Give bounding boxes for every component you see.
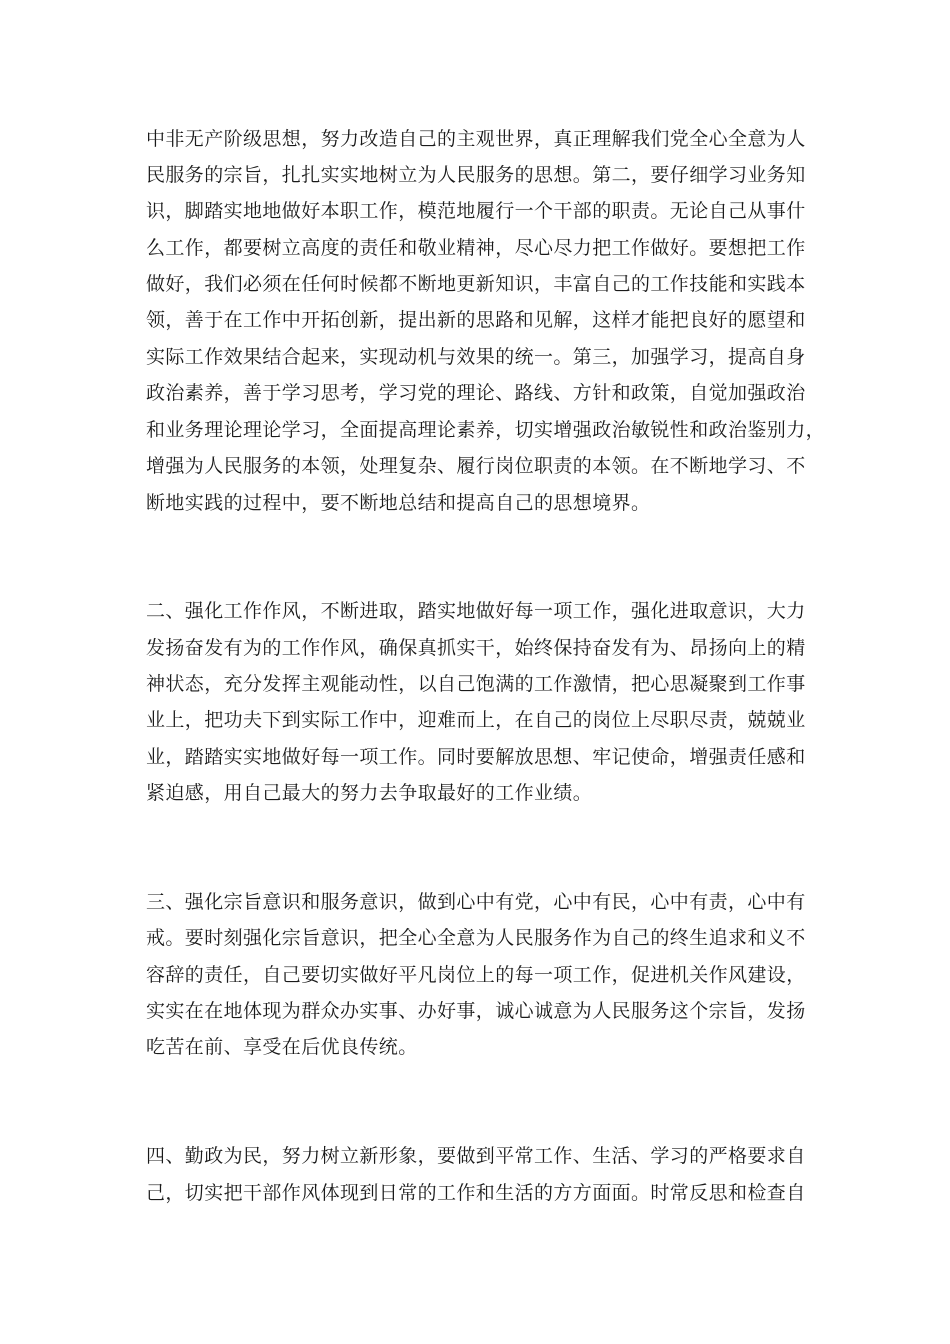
paragraph-1-line-5: 做好，我们必须在任何时候都不断地更新知识，丰富自己的工作技能和实践本 [146,273,806,295]
paragraph-1-line-2: 民服务的宗旨，扎扎实实地树立为人民服务的思想。第二，要仔细学习业务知 [146,164,806,186]
paragraph-4-line-2: 己，切实把干部作风体现到日常的工作和生活的方方面面。时常反思和检查自 [146,1182,806,1204]
paragraph-3-line-3: 容辞的责任，自己要切实做好平凡岗位上的每一项工作，促进机关作风建设， [146,964,806,986]
paragraph-3-line-1: 三、强化宗旨意识和服务意识，做到心中有党，心中有民，心中有责，心中有 [146,891,806,913]
paragraph-2-line-1: 二、强化工作作风，不断进取，踏实地做好每一项工作，强化进取意识，大力 [146,600,806,622]
paragraph-2-line-4: 业上，把功夫下到实际工作中，迎难而上，在自己的岗位上尽职尽责，兢兢业 [146,709,806,731]
paragraph-1-line-8: 政治素养，善于学习思考，学习党的理论、路线、方针和政策，自觉加强政治 [146,382,806,404]
paragraph-1-line-9: 和业务理论理论学习，全面提高理论素养，切实增强政治敏锐性和政治鉴别力， [146,419,826,441]
paragraph-2-line-3: 神状态，充分发挥主观能动性，以自己饱满的工作激情，把心思凝聚到工作事 [146,673,806,695]
paragraph-2-line-2: 发扬奋发有为的工作作风，确保真抓实干，始终保持奋发有为、昂扬向上的精 [146,637,806,659]
paragraph-1-line-6: 领，善于在工作中开拓创新，提出新的思路和见解，这样才能把良好的愿望和 [146,309,806,331]
paragraph-4-line-1: 四、勤政为民，努力树立新形象，要做到平常工作、生活、学习的严格要求自 [146,1145,806,1167]
paragraph-3-line-5: 吃苦在前、享受在后优良传统。 [146,1036,418,1058]
paragraph-2-line-6: 紧迫感，用自己最大的努力去争取最好的工作业绩。 [146,782,593,804]
paragraph-2-line-5: 业，踏踏实实地做好每一项工作。同时要解放思想、牢记使命，增强责任感和 [146,746,806,768]
paragraph-3-line-2: 戒。要时刻强化宗旨意识，把全心全意为人民服务作为自己的终生追求和义不 [146,927,806,949]
paragraph-1-line-10: 增强为人民服务的本领，处理复杂、履行岗位职责的本领。在不断地学习、不 [146,455,806,477]
paragraph-1-line-3: 识，脚踏实地地做好本职工作，模范地履行一个干部的职责。无论自己从事什 [146,200,806,222]
paragraph-1-line-11: 断地实践的过程中，要不断地总结和提高自己的思想境界。 [146,492,651,514]
paragraph-3-line-4: 实实在在地体现为群众办实事、办好事，诚心诚意为人民服务这个宗旨，发扬 [146,1000,806,1022]
paragraph-1-line-1: 中非无产阶级思想，努力改造自己的主观世界，真正理解我们党全心全意为人 [146,128,806,150]
paragraph-1-line-4: 么工作，都要树立高度的责任和敬业精神，尽心尽力把工作做好。要想把工作 [146,237,806,259]
paragraph-1-line-7: 实际工作效果结合起来，实现动机与效果的统一。第三，加强学习，提高自身 [146,346,806,368]
